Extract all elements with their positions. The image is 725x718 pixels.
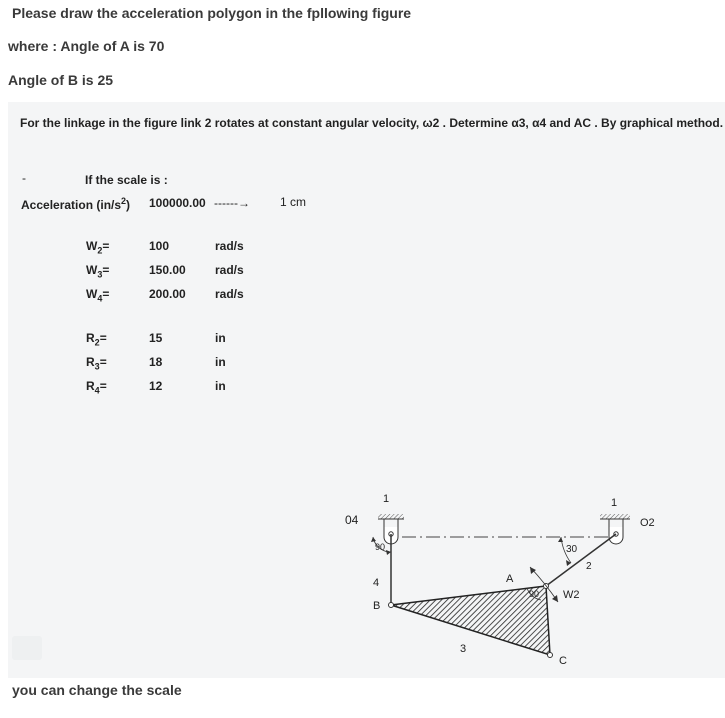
- w4-value: 200.00: [149, 287, 186, 301]
- w2-symbol: $W_2=$: [86, 239, 110, 256]
- r3-unit: in: [215, 355, 226, 369]
- w3-unit: rad/s: [215, 263, 244, 277]
- scale-value: 100000.00: [149, 196, 206, 210]
- label-o4: 04: [345, 513, 359, 527]
- r3-value: 18: [149, 355, 163, 369]
- angle-a-line: where : Angle of A is 70: [8, 38, 165, 54]
- label-omega2: W2: [563, 589, 580, 601]
- scale-unit: 1 cm: [280, 195, 307, 209]
- r4-symbol: $R_4=$: [86, 379, 107, 396]
- r4-value: 12: [149, 379, 163, 393]
- label-angle-90-a: 90: [529, 589, 540, 599]
- scale-title: If the scale is :: [85, 173, 168, 187]
- ground-right: [600, 514, 630, 544]
- joint-b: [389, 603, 394, 608]
- label-point-a: A: [506, 573, 514, 585]
- page-title: Please draw the acceleration polygon in the fpllowing figure: [12, 5, 412, 21]
- w3-value: 150.00: [149, 263, 186, 277]
- label-link-2: 2: [586, 561, 592, 572]
- w4-symbol: $W_4=$: [86, 287, 110, 304]
- label-point-b: B: [373, 600, 381, 612]
- label-point-c: C: [559, 655, 567, 667]
- r4-unit: in: [215, 379, 226, 393]
- r2-unit: in: [215, 331, 226, 345]
- w3-symbol: $W_3=$: [86, 263, 110, 280]
- w4-unit: rad/s: [215, 287, 244, 301]
- bullet: -: [22, 171, 26, 185]
- w2-value: 100: [149, 239, 170, 253]
- angle-b-line: Angle of B is 25: [8, 72, 114, 88]
- joint-c: [548, 653, 553, 658]
- r2-value: 15: [149, 331, 163, 345]
- label-angle-30: 30: [566, 544, 578, 555]
- label-link-4: 4: [373, 577, 380, 589]
- label-link-3: 3: [460, 643, 467, 655]
- label-angle-90-top: 90: [375, 542, 386, 552]
- w2-unit: rad/s: [215, 239, 244, 253]
- r2-symbol: $R_2=$: [86, 331, 107, 348]
- label-o2: O2: [640, 517, 655, 529]
- link-3-triangle: [391, 586, 550, 655]
- scale-note: you can change the scale: [12, 682, 182, 698]
- problem-statement: For the linkage in the figure link 2 rotates at constant angular velocity, ω2 . Determine α3, α4 and AC . By graphical method.: [20, 116, 724, 130]
- scale-arrow: ------→: [214, 196, 250, 210]
- r3-symbol: $R_3=$: [86, 355, 107, 372]
- scale-label: Acceleration $(in/s^2)$: [21, 196, 131, 212]
- link-2: [546, 534, 616, 586]
- label-ground-right: 1: [611, 497, 618, 509]
- label-ground-left: 1: [383, 493, 390, 505]
